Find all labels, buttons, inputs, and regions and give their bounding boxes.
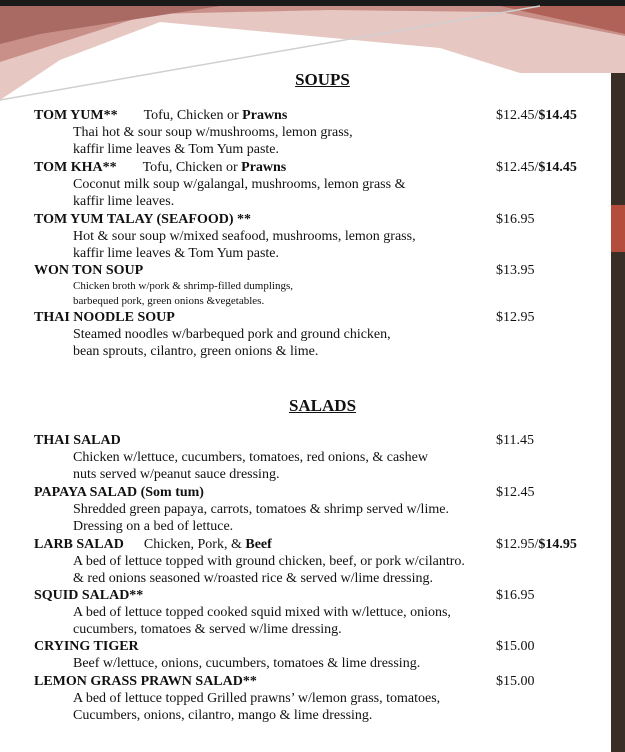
item-price: $12.95/$14.95 (496, 537, 577, 552)
item-description: Chicken broth w/pork & shrimp-filled dumplings, (73, 280, 293, 292)
item-price: $16.95 (496, 212, 535, 227)
item-price: $12.45/$14.45 (496, 160, 577, 175)
item-name: LEMON GRASS PRAWN SALAD** (34, 674, 257, 689)
item-description: A bed of lettuce topped Grilled prawns’ w/lemon grass, tomatoes, (73, 691, 441, 706)
item-description: Coconut milk soup w/galangal, mushrooms, lemon grass & (73, 177, 406, 192)
item-description: Hot & sour soup w/mixed seafood, mushrooms, lemon grass, (73, 229, 416, 244)
item-name: LARB SALAD (34, 537, 124, 552)
right-sidebar-accent (611, 205, 625, 252)
menu-item-tom-kha (34, 159, 594, 210)
item-description: Shredded green papaya, carrots, tomatoes & shrimp served w/lime. (73, 502, 449, 517)
header-decoration (0, 0, 625, 110)
item-description: bean sprouts, cilantro, green onions & lime. (73, 344, 319, 359)
item-price: $13.95 (496, 263, 535, 278)
item-options: Tofu, Chicken or Prawns (142, 160, 287, 175)
menu-item-lemon-grass-prawn-salad (34, 673, 594, 724)
item-description: nuts served w/peanut sauce dressing. (73, 467, 280, 482)
menu-item-tom-yum (34, 107, 594, 158)
item-description: kaffir lime leaves & Tom Yum paste. (73, 142, 279, 157)
item-description: Thai hot & sour soup w/mushrooms, lemon grass, (73, 125, 353, 140)
menu-item-squid-salad (34, 587, 594, 638)
item-name: TOM KHA** (34, 160, 117, 175)
item-description: kaffir lime leaves. (73, 194, 175, 209)
item-price: $15.00 (496, 639, 535, 654)
item-description: Steamed noodles w/barbequed pork and ground chicken, (73, 327, 391, 342)
item-options: Tofu, Chicken or Prawns (143, 108, 288, 123)
menu-item-larb-salad (34, 536, 594, 587)
item-description: Cucumbers, onions, cilantro, mango & lime dressing. (73, 708, 373, 723)
item-name: TOM YUM** (34, 108, 118, 123)
item-price: $11.45 (496, 433, 534, 448)
menu-item-crying-tiger (34, 638, 594, 672)
item-price: $15.00 (496, 674, 535, 689)
item-options: Chicken, Pork, & Beef (143, 537, 272, 552)
section-title-salads: SALADS (288, 396, 357, 415)
item-name: CRYING TIGER (34, 639, 139, 654)
menu-item-thai-salad (34, 432, 594, 483)
item-description: A bed of lettuce topped with ground chicken, beef, or pork w/cilantro. (73, 554, 465, 569)
item-name: THAI NOODLE SOUP (34, 310, 175, 325)
item-name: WON TON SOUP (34, 263, 144, 278)
item-price: $12.45/$14.45 (496, 108, 577, 123)
item-description: A bed of lettuce topped cooked squid mixed with w/lettuce, onions, (73, 605, 451, 620)
menu-item-won-ton-soup (34, 262, 594, 309)
item-description: cucumbers, tomatoes & served w/lime dressing. (73, 622, 342, 637)
menu-item-tom-yum-talay (34, 211, 594, 262)
menu-item-thai-noodle-soup (34, 309, 594, 360)
item-description: barbequed pork, green onions &vegetables. (73, 295, 265, 307)
item-name: PAPAYA SALAD (Som tum) (34, 485, 204, 500)
item-price: $16.95 (496, 588, 535, 603)
section-title-soups: SOUPS (295, 70, 350, 89)
item-price: $12.95 (496, 310, 535, 325)
menu-item-papaya-salad (34, 484, 594, 535)
item-name: SQUID SALAD** (34, 588, 144, 603)
item-description: & red onions seasoned w/roasted rice & served w/lime dressing. (73, 571, 434, 586)
item-description: Beef w/lettuce, onions, cucumbers, tomatoes & lime dressing. (73, 656, 421, 671)
item-description: kaffir lime leaves & Tom Yum paste. (73, 246, 279, 261)
item-name: THAI SALAD (34, 433, 121, 448)
item-description: Chicken w/lettuce, cucumbers, tomatoes, red onions, & cashew (73, 450, 428, 465)
item-price: $12.45 (496, 485, 535, 500)
item-name: TOM YUM TALAY (SEAFOOD) ** (34, 212, 252, 227)
item-description: Dressing on a bed of lettuce. (73, 519, 234, 534)
